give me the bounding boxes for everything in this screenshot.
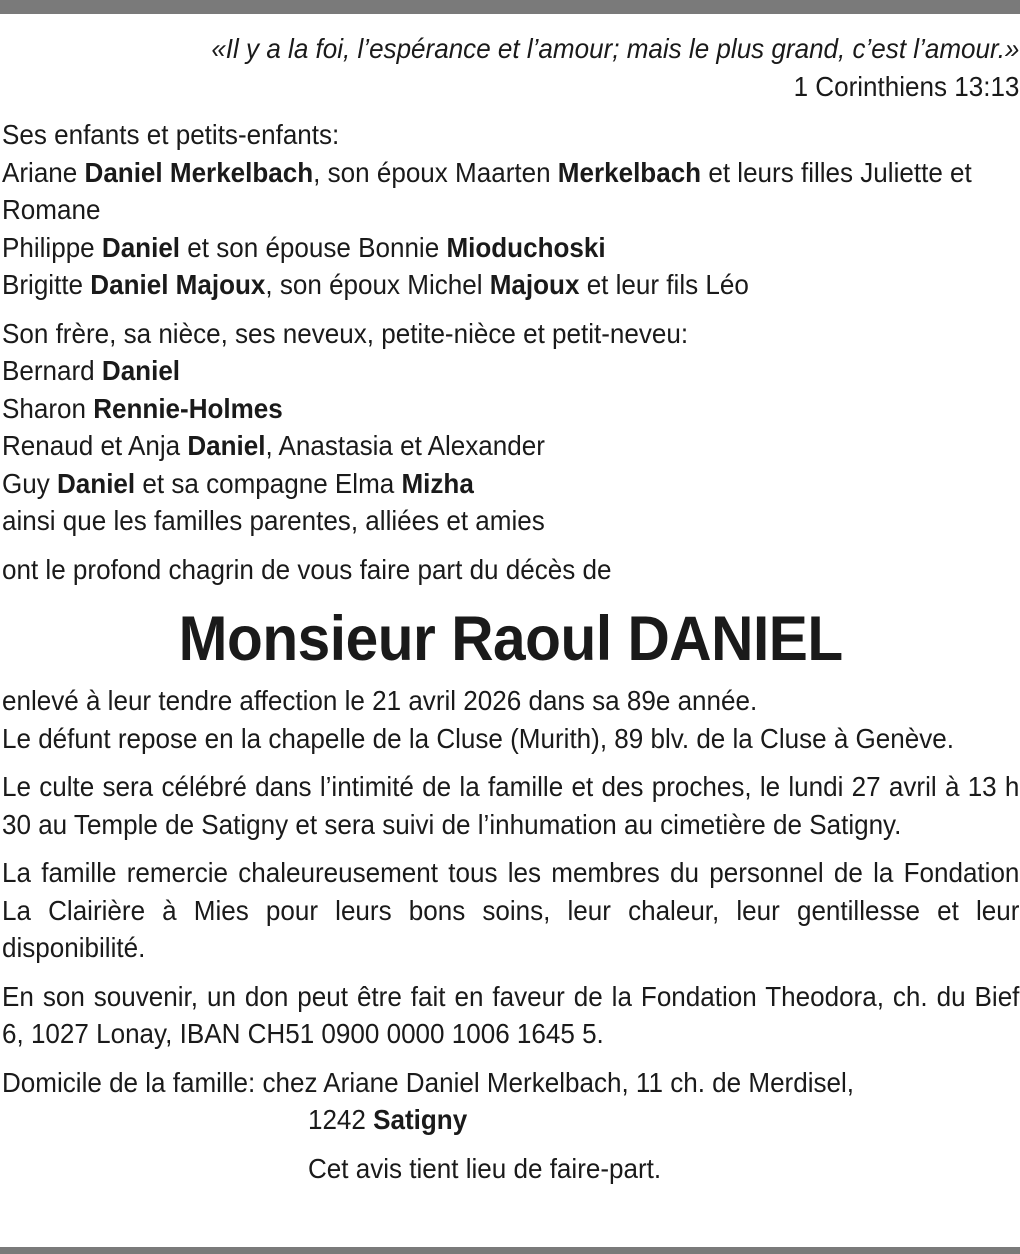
name-text: et leur fils Léo — [579, 269, 749, 300]
domicile-postcode: 1242 — [307, 1104, 366, 1135]
name-text: Brigitte — [2, 269, 91, 300]
domicile-city-line — [2, 1101, 1019, 1139]
family-member-line — [2, 154, 1019, 229]
name-text: Guy — [2, 467, 58, 499]
domicile-label: Domicile de la famille: — [2, 1066, 256, 1098]
family-member-line — [2, 465, 1019, 503]
quote-reference: 1 Corinthiens 13:13 — [793, 70, 1020, 102]
surname: Mizha — [401, 467, 474, 499]
family-member-line — [2, 266, 1019, 304]
deceased-name: Monsieur Raoul DANIEL — [178, 604, 843, 674]
siblings-heading: Son frère, sa nièce, ses neveux, petite-nièce et petit-neveu: — [2, 317, 689, 349]
name-text: Renaud et Anja — [2, 430, 188, 461]
family-member-line — [2, 390, 1019, 428]
name-text: et son épouse Bonnie — [180, 231, 447, 263]
name-text: et leurs filles Juliette et Romane — [2, 156, 972, 225]
passing-line: enlevé à leur tendre affection le 21 avril 2026 dans sa 89e année. — [2, 685, 758, 716]
domicile-block — [2, 1064, 1019, 1139]
surname: Daniel Merkelbach — [84, 156, 314, 188]
surname: Daniel — [187, 430, 266, 461]
surname: Daniel — [57, 467, 136, 499]
bottom-rule — [0, 1247, 1020, 1254]
name-text: Ariane — [2, 156, 85, 188]
domicile-city: Satigny — [373, 1104, 468, 1135]
top-rule — [0, 0, 1020, 14]
domicile-line — [2, 1064, 1019, 1102]
domicile-address: chez Ariane Daniel Merkelbach, 11 ch. de Merdisel, — [262, 1066, 855, 1098]
obituary-notice — [2, 30, 1019, 1187]
donation-paragraph: En son souvenir, un don peut être fait en faveur de la Fondation Theodora, ch. du Bief 6, 1027 Lonay, IBAN CH51 0900 0000 1006 1645 5. — [2, 980, 1020, 1049]
notice-line: Cet avis tient lieu de faire-part. — [307, 1152, 662, 1184]
surname: Daniel Majoux — [90, 269, 266, 300]
name-text: et sa compagne Elma — [135, 467, 402, 499]
children-heading: Ses enfants et petits-enfants: — [2, 119, 340, 150]
siblings-list — [2, 352, 1019, 502]
children-section — [2, 116, 1019, 304]
families-line: ainsi que les familles parentes, alliées et amies — [2, 505, 545, 536]
surname: Mioduchoski — [446, 231, 606, 263]
children-list — [2, 154, 1019, 304]
surname: Rennie-Holmes — [93, 392, 283, 424]
name-text: , son époux Maarten — [313, 156, 558, 188]
name-text: , son époux Michel — [265, 269, 490, 300]
name-text: Sharon — [2, 392, 94, 424]
siblings-section — [2, 315, 1019, 540]
surname: Merkelbach — [557, 156, 702, 188]
name-text: Philippe — [2, 231, 102, 263]
announcement-line: ont le profond chagrin de vous faire part du décès de — [2, 553, 612, 585]
rest-place-line: Le défunt repose en la chapelle de la Cluse (Murith), 89 blv. de la Cluse à Genève. — [2, 722, 954, 754]
family-member-line — [2, 229, 1019, 267]
name-text: Bernard — [2, 355, 102, 386]
surname: Daniel — [101, 231, 181, 263]
surname: Daniel — [101, 355, 181, 386]
bible-quote: «Il y a la foi, l’espérance et l’amour; mais le plus grand, c’est l’amour.» — [211, 33, 1020, 64]
family-member-line — [2, 427, 1019, 465]
family-member-line — [2, 352, 1019, 390]
surname: Majoux — [489, 269, 580, 300]
ceremony-paragraph: Le culte sera célébré dans l’intimité de la famille et des proches, le lundi 27 avril à 13 h 30 au Temple de Satigny et sera suivi de l’inhumation au cimetière de Satigny. — [2, 771, 1020, 840]
name-text: , Anastasia et Alexander — [265, 430, 545, 461]
thanks-paragraph: La famille remercie chaleureusement tous les membres du personnel de la Fondation La Clairière à Mies pour leurs bons soins, leur chaleur, leur gentillesse et leur disponibilité. — [2, 857, 1020, 963]
